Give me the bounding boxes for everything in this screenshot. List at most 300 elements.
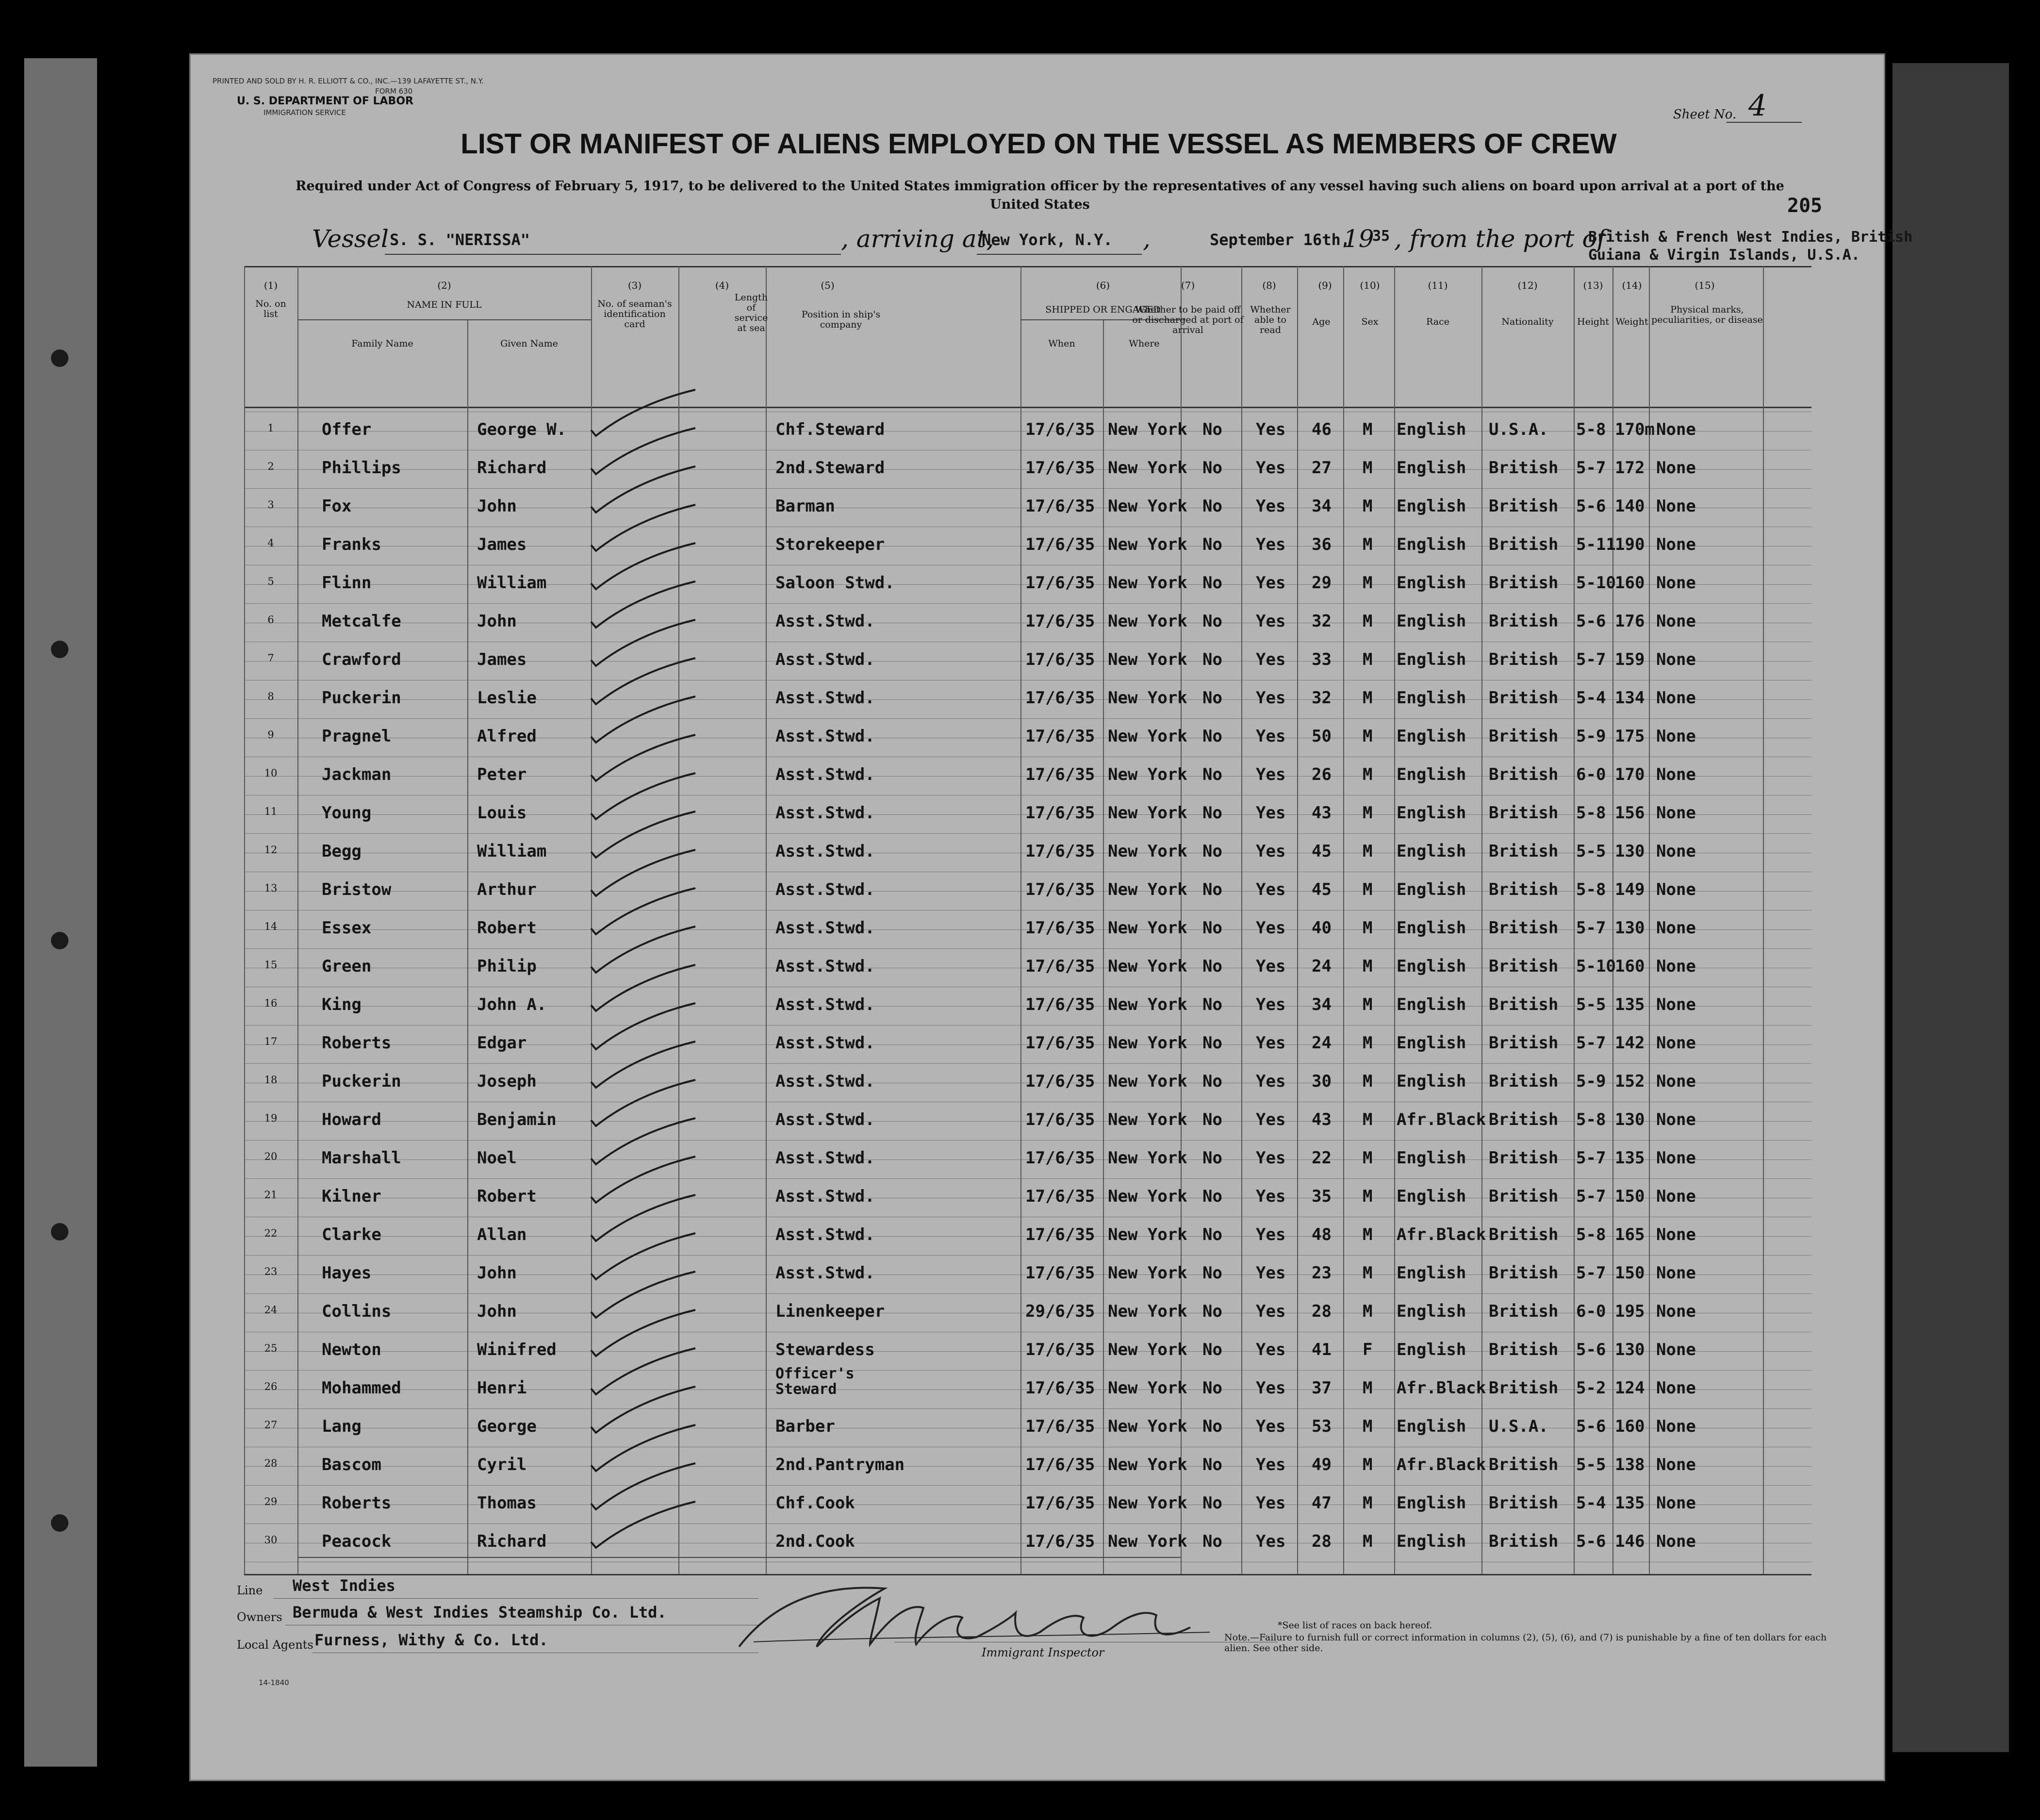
- cell-weight: 170: [1615, 765, 1645, 784]
- col-num-15: (15): [1695, 280, 1715, 291]
- cell-given: Arthur: [477, 880, 537, 899]
- cell-where: New York: [1108, 535, 1187, 554]
- cell-weight: 134: [1615, 688, 1645, 708]
- header-length-of-service: Length of service at sea: [734, 292, 768, 333]
- cell-where: New York: [1108, 1378, 1187, 1398]
- cell-where: New York: [1108, 1302, 1187, 1321]
- cell-marks: None: [1656, 1225, 1696, 1244]
- cell-paid-off: No: [1202, 1263, 1222, 1283]
- header-when: When: [1048, 338, 1075, 349]
- cell-height: 5-7: [1576, 1187, 1606, 1206]
- cell-paid-off: No: [1202, 1148, 1222, 1168]
- sheet-number-underline: [1727, 122, 1802, 123]
- cell-nationality: U.S.A.: [1489, 1417, 1548, 1436]
- header-shipped-engaged: SHIPPED OR ENGAGED: [1045, 304, 1161, 315]
- cell-age: 29: [1312, 573, 1332, 593]
- cell-family: Fox: [322, 496, 352, 516]
- cell-family: Phillips: [322, 458, 401, 478]
- cell-paid-off: No: [1202, 458, 1222, 478]
- cell-race: English: [1397, 1187, 1466, 1206]
- cell-age: 24: [1312, 957, 1332, 976]
- cell-where: New York: [1108, 995, 1187, 1014]
- cell-read: Yes: [1256, 1302, 1286, 1321]
- cell-given: Robert: [477, 1187, 537, 1206]
- cell-where: New York: [1108, 1532, 1187, 1551]
- cell-age: 34: [1312, 995, 1332, 1014]
- cell-age: 50: [1312, 727, 1332, 746]
- cell-paid-off: No: [1202, 880, 1222, 899]
- cell-sex: M: [1363, 765, 1373, 784]
- cell-nationality: British: [1489, 688, 1559, 708]
- cell-marks: None: [1656, 1532, 1696, 1551]
- cell-read: Yes: [1256, 727, 1286, 746]
- col-num-10: (10): [1360, 280, 1380, 291]
- cell-when: 17/6/35: [1025, 458, 1095, 478]
- cell-race: English: [1397, 1033, 1466, 1053]
- cell-paid-off: No: [1202, 1225, 1222, 1244]
- cell-given: George: [477, 1417, 537, 1436]
- cell-read: Yes: [1256, 573, 1286, 593]
- cell-height: 5-5: [1576, 842, 1606, 861]
- cell-when: 17/6/35: [1025, 1455, 1095, 1474]
- cell-where: New York: [1108, 1033, 1187, 1053]
- service-name: IMMIGRATION SERVICE: [263, 108, 346, 117]
- cell-marks: None: [1656, 458, 1696, 478]
- col-num-3: (3): [627, 280, 642, 291]
- owners-label: Owners: [237, 1610, 282, 1624]
- row-number: 18: [264, 1074, 278, 1086]
- cell-race: English: [1397, 727, 1466, 746]
- row-number: 21: [264, 1189, 278, 1201]
- cell-marks: None: [1656, 918, 1696, 938]
- cell-weight: 170m: [1615, 420, 1655, 439]
- cell-when: 17/6/35: [1025, 688, 1095, 708]
- vessel-label: Vessel: [312, 225, 389, 253]
- row-number: 1: [267, 422, 274, 434]
- cell-family: Roberts: [322, 1493, 392, 1513]
- cell-given: James: [477, 650, 527, 669]
- cell-paid-off: No: [1202, 1340, 1222, 1359]
- cell-when: 17/6/35: [1025, 1033, 1095, 1053]
- cell-race: English: [1397, 458, 1466, 478]
- nationality-tick-marks: [826, 300, 1777, 1586]
- cell-read: Yes: [1256, 1148, 1286, 1168]
- cell-paid-off: No: [1202, 727, 1222, 746]
- binding-hole: [51, 1514, 68, 1532]
- cell-when: 17/6/35: [1025, 918, 1095, 938]
- cell-read: Yes: [1256, 1417, 1286, 1436]
- cell-when: 17/6/35: [1025, 842, 1095, 861]
- cell-given: John: [477, 1302, 517, 1321]
- cell-race: English: [1397, 573, 1466, 593]
- cell-given: John: [477, 1263, 517, 1283]
- cell-height: 5-5: [1576, 1455, 1606, 1474]
- cell-when: 17/6/35: [1025, 496, 1095, 516]
- row-number: 26: [264, 1381, 278, 1392]
- cell-sex: M: [1363, 1455, 1373, 1474]
- cell-marks: None: [1656, 1417, 1696, 1436]
- cell-marks: None: [1656, 1072, 1696, 1091]
- cell-read: Yes: [1256, 1263, 1286, 1283]
- cell-position: Asst.Stwd.: [775, 1033, 875, 1053]
- cell-age: 45: [1312, 880, 1332, 899]
- cell-weight: 159: [1615, 650, 1645, 669]
- cell-height: 5-5: [1576, 995, 1606, 1014]
- cell-family: Roberts: [322, 1033, 392, 1053]
- cell-where: New York: [1108, 1340, 1187, 1359]
- cell-read: Yes: [1256, 1455, 1286, 1474]
- cell-race: English: [1397, 1417, 1466, 1436]
- cell-sex: M: [1363, 612, 1373, 631]
- penalty-note: Note.—Failure to furnish full or correct information in columns (2), (5), (6), and (7) is punishable by a fine of ten dollars for each alien. See other side.: [1224, 1632, 1827, 1654]
- cell-position: Asst.Stwd.: [775, 1263, 875, 1283]
- cell-sex: M: [1363, 1302, 1373, 1321]
- cell-marks: None: [1656, 995, 1696, 1014]
- arriving-underline: [977, 254, 1142, 255]
- cell-marks: None: [1656, 650, 1696, 669]
- cell-height: 5-6: [1576, 1340, 1606, 1359]
- cell-when: 17/6/35: [1025, 803, 1095, 823]
- cell-paid-off: No: [1202, 612, 1222, 631]
- cell-family: Bristow: [322, 880, 392, 899]
- cell-when: 17/6/35: [1025, 573, 1095, 593]
- col-num-12: (12): [1517, 280, 1538, 291]
- cell-race: English: [1397, 765, 1466, 784]
- col-num-7: (7): [1181, 280, 1195, 291]
- page-subtitle: Required under Act of Congress of February 5, 1917, to be delivered to the United States immigration officer by the representatives of any vessel having such aliens on board upon arrival at a port of the United States: [296, 179, 1784, 212]
- cell-family: Howard: [322, 1110, 381, 1129]
- cell-nationality: British: [1489, 1263, 1559, 1283]
- cell-race: English: [1397, 880, 1466, 899]
- cell-weight: 195: [1615, 1302, 1645, 1321]
- cell-weight: 150: [1615, 1187, 1645, 1206]
- cell-weight: 130: [1615, 1340, 1645, 1359]
- cell-position: Officer's Steward: [775, 1365, 855, 1398]
- cell-paid-off: No: [1202, 995, 1222, 1014]
- cell-race: English: [1397, 957, 1466, 976]
- cell-given: Richard: [477, 458, 547, 478]
- cell-sex: M: [1363, 1263, 1373, 1283]
- header-no-on-list: No. on list: [255, 298, 286, 319]
- cell-nationality: British: [1489, 535, 1559, 554]
- cell-where: New York: [1108, 420, 1187, 439]
- row-number: 16: [264, 997, 278, 1009]
- cell-age: 22: [1312, 1148, 1332, 1168]
- cell-read: Yes: [1256, 612, 1286, 631]
- cell-family: Franks: [322, 535, 381, 554]
- cell-read: Yes: [1256, 1340, 1286, 1359]
- cell-height: 5-6: [1576, 612, 1606, 631]
- cell-height: 5-4: [1576, 688, 1606, 708]
- row-number: 20: [264, 1151, 278, 1162]
- cell-given: Philip: [477, 957, 537, 976]
- header-given-name: Given Name: [500, 338, 558, 349]
- cell-marks: None: [1656, 1302, 1696, 1321]
- cell-weight: 175: [1615, 727, 1645, 746]
- cell-weight: 149: [1615, 880, 1645, 899]
- from-port-line1: British & French West Indies, British: [1588, 229, 1913, 246]
- cell-marks: None: [1656, 1033, 1696, 1053]
- cell-paid-off: No: [1202, 1033, 1222, 1053]
- cell-where: New York: [1108, 1187, 1187, 1206]
- cell-family: Clarke: [322, 1225, 381, 1244]
- cell-family: Lang: [322, 1417, 362, 1436]
- cell-nationality: British: [1489, 880, 1559, 899]
- cell-family: Peacock: [322, 1532, 392, 1551]
- cell-age: 28: [1312, 1532, 1332, 1551]
- cell-given: George W.: [477, 420, 567, 439]
- from-port-label: , from the port of: [1394, 225, 1606, 253]
- cell-height: 6-0: [1576, 1302, 1606, 1321]
- row-number: 4: [267, 537, 274, 549]
- cell-nationality: British: [1489, 1455, 1559, 1474]
- cell-age: 30: [1312, 1072, 1332, 1091]
- cell-family: Jackman: [322, 765, 392, 784]
- cell-age: 46: [1312, 420, 1332, 439]
- cell-weight: 152: [1615, 1072, 1645, 1091]
- cell-given: John A.: [477, 995, 547, 1014]
- cell-weight: 138: [1615, 1455, 1645, 1474]
- cell-height: 5-7: [1576, 1033, 1606, 1053]
- cell-position: Asst.Stwd.: [775, 918, 875, 938]
- cell-family: Bascom: [322, 1455, 381, 1474]
- col-num-5: (5): [821, 280, 835, 291]
- cell-marks: None: [1656, 765, 1696, 784]
- races-note: *See list of races on back hereof.: [1278, 1620, 1432, 1631]
- cell-where: New York: [1108, 765, 1187, 784]
- cell-given: Edgar: [477, 1033, 527, 1053]
- cell-read: Yes: [1256, 1532, 1286, 1551]
- cell-sex: M: [1363, 957, 1373, 976]
- row-number: 3: [267, 499, 274, 511]
- cell-sex: M: [1363, 535, 1373, 554]
- cell-age: 23: [1312, 1263, 1332, 1283]
- cell-age: 24: [1312, 1033, 1332, 1053]
- cell-paid-off: No: [1202, 1417, 1222, 1436]
- cell-read: Yes: [1256, 535, 1286, 554]
- cell-weight: 130: [1615, 918, 1645, 938]
- cell-given: Peter: [477, 765, 527, 784]
- cell-when: 17/6/35: [1025, 1263, 1095, 1283]
- id-card-check-mark: [581, 1499, 707, 1553]
- cell-sex: M: [1363, 1187, 1373, 1206]
- cell-position: Asst.Stwd.: [775, 1072, 875, 1091]
- cell-age: 28: [1312, 1302, 1332, 1321]
- cell-nationality: British: [1489, 1110, 1559, 1129]
- cell-paid-off: No: [1202, 1187, 1222, 1206]
- cell-read: Yes: [1256, 918, 1286, 938]
- cell-read: Yes: [1256, 1033, 1286, 1053]
- cell-height: 5-9: [1576, 727, 1606, 746]
- cell-sex: M: [1363, 1033, 1373, 1053]
- cell-weight: 156: [1615, 803, 1645, 823]
- cell-where: New York: [1108, 1225, 1187, 1244]
- cell-nationality: British: [1489, 1033, 1559, 1053]
- cell-sex: M: [1363, 1072, 1373, 1091]
- cell-height: 5-10: [1576, 573, 1616, 593]
- row-number: 24: [264, 1304, 278, 1316]
- column-rule: [766, 266, 767, 1574]
- cell-read: Yes: [1256, 880, 1286, 899]
- cell-nationality: U.S.A.: [1489, 420, 1548, 439]
- cell-marks: None: [1656, 1340, 1696, 1359]
- year-suffix: 35: [1372, 228, 1390, 245]
- cell-nationality: British: [1489, 765, 1559, 784]
- department-name: U. S. DEPARTMENT OF LABOR: [237, 95, 413, 107]
- cell-where: New York: [1108, 650, 1187, 669]
- cell-when: 17/6/35: [1025, 1148, 1095, 1168]
- cell-family: Mohammed: [322, 1378, 401, 1398]
- cell-where: New York: [1108, 1455, 1187, 1474]
- cell-race: Afr.Black: [1397, 1225, 1486, 1244]
- cell-marks: None: [1656, 496, 1696, 516]
- inspector-label: Immigrant Inspector: [982, 1646, 1104, 1659]
- cell-paid-off: No: [1202, 496, 1222, 516]
- header-family-name: Family Name: [351, 338, 413, 349]
- cell-nationality: British: [1489, 1493, 1559, 1513]
- cell-position: 2nd.Steward: [775, 458, 885, 478]
- cell-marks: None: [1656, 957, 1696, 976]
- cell-when: 29/6/35: [1025, 1302, 1095, 1321]
- col-num-11: (11): [1428, 280, 1448, 291]
- header-race: Race: [1426, 316, 1449, 327]
- cell-paid-off: No: [1202, 1455, 1222, 1474]
- cell-position: Storekeeper: [775, 535, 885, 554]
- row-number: 10: [264, 767, 278, 779]
- cell-where: New York: [1108, 688, 1187, 708]
- cell-marks: None: [1656, 688, 1696, 708]
- cell-age: 32: [1312, 612, 1332, 631]
- cell-position: Asst.Stwd.: [775, 1110, 875, 1129]
- cell-race: English: [1397, 803, 1466, 823]
- col-num-8: (8): [1262, 280, 1276, 291]
- cell-paid-off: No: [1202, 420, 1222, 439]
- cell-age: 26: [1312, 765, 1332, 784]
- row-number: 30: [264, 1534, 278, 1546]
- cell-position: Linenkeeper: [775, 1302, 885, 1321]
- cell-family: King: [322, 995, 362, 1014]
- row-number: 29: [264, 1496, 278, 1507]
- agents-value: Furness, Withy & Co. Ltd.: [314, 1631, 548, 1649]
- cell-family: Newton: [322, 1340, 381, 1359]
- cell-when: 17/6/35: [1025, 1378, 1095, 1398]
- cell-position: Saloon Stwd.: [775, 573, 895, 593]
- row-number: 8: [267, 691, 274, 702]
- cell-race: English: [1397, 1302, 1466, 1321]
- cell-position: Asst.Stwd.: [775, 765, 875, 784]
- header-physical-marks: Physical marks, peculiarities, or disease: [1651, 304, 1763, 325]
- cell-when: 17/6/35: [1025, 1417, 1095, 1436]
- cell-paid-off: No: [1202, 842, 1222, 861]
- cell-position: Chf.Steward: [775, 420, 885, 439]
- cell-given: Thomas: [477, 1493, 537, 1513]
- cell-nationality: British: [1489, 1340, 1559, 1359]
- cell-age: 41: [1312, 1340, 1332, 1359]
- cell-when: 17/6/35: [1025, 880, 1095, 899]
- cell-given: Noel: [477, 1148, 517, 1168]
- cell-nationality: British: [1489, 918, 1559, 938]
- row-number: 7: [267, 652, 274, 664]
- cell-sex: M: [1363, 880, 1373, 899]
- cell-position: Asst.Stwd.: [775, 650, 875, 669]
- cell-position: Asst.Stwd.: [775, 842, 875, 861]
- cell-height: 5-8: [1576, 1110, 1606, 1129]
- manifest-sheet: PRINTED AND SOLD BY H. R. ELLIOTT & CO., INC.—139 LAFAYETTE ST., N.Y. FORM 630 U. S. DEPARTMENT OF LABOR IMMIGRATION SERVICE Sheet No. 4 LIST OR MANIFEST OF ALIENS EMPLOYED ON THE VESSEL AS MEMBERS OF CREW Required under Act of Congress of February 5, 1917, to be delivered to the United States immigration officer by the representatives of any vessel having such aliens on board upon arrival at a port of the United States 205 Vessel S. S. "NERISSA" , arriving at, New York, N.Y. , September 16th, 19 35 , from the port of British & French West Indies, British Guiana & Virgin Islands, U.S.A. (1) (2) (3) (4) (5) (6) (7) (8) (9) (10) (11) (12) (13) (14) (15) No. on list NAME IN FULL Family Name Given Name No. of seaman's identification card Length of service at sea Position in ship's company SHIPPED OR ENGAGED When Where Whether to be paid off or discharged at port of arrival Whether able to read Age Sex Race Nationality Height Weight Physical marks, peculiarities, or disease 1 Offer George W. Chf.Steward 17/6/35 New York No Yes 46 M English U.S.A. 5-8 170m None 2 Phillips Richard 2nd.Steward 17/6/35 New York No Yes 27 M English British 5-7 172 None 3 Fox John Barman 17/6/35 New York No Yes 34 M English British 5-6 140 None 4 Franks James Storekeeper 17/6/35 New York No Yes 36 M English British 5-11 190 None 5 Flinn William Saloon Stwd. 17/6/35 New York No Yes 29 M English British 5-10 160 None 6 Metcalfe John Asst.Stwd. 17/6/35 New York No Yes 32 M English British 5-6 176 None 7 Crawford James Asst.Stwd. 17/6/35 New York No Yes 33 M English British 5-7 159 None 8 Puckerin Leslie Asst.Stwd. 17/6/35 New York No Yes 32 M English British 5-4 134 None 9 Pragnel Alfred Asst.Stwd. 17/6/35 New York No Yes 50 M English British 5-9 175 None 10 Jackman Peter Asst.Stwd. 17/6/35 New York No Yes 26 M English British 6-0 170 None 11 Young Louis Asst.Stwd. 17/6/35 New York No Yes 43 M English British 5-8 156 None 12 Begg William Asst.Stwd. 17/6/35 New York No Yes 45 M English British 5-5 130 None 13 Bristow Arthur Asst.Stwd. 17/6/35 New York No Yes 45 M English British 5-8 149 None 14 Essex Robert Asst.Stwd. 17/6/35 New York No Yes 40 M English British 5-7 130 None 15 Green Philip Asst.Stwd. 17/6/35 New York No Yes 24 M English British 5-10 160 None 16 King John A. Asst.Stwd. 17/6/35 New York No Yes 34 M English British 5-5 135 None 17 Roberts Edgar Asst.Stwd. 17/6/35 New York No Yes 24 M English British 5-7 142 None 18 Puckerin Joseph Asst.Stwd. 17/6/35 New York No Yes 30 M English British 5-9 152 None 19 Howard Benjamin Asst.Stwd. 17/6/35 New York No Yes 43 M Afr.Black British 5-8 130 None 20 Marshall Noel Asst.Stwd. 17/6/35 New York No Yes 22 M English British 5-7 135 None 21 Kilner Robert Asst.Stwd. 17/6/35 New York No Yes 35 M English British 5-7 150 None 22 Clarke Allan Asst.Stwd. 17/6/35 New York No Yes 48 M Afr.Black British 5-8 165 None 23 Hayes John Asst.Stwd. 17/6/35 New York No Yes 23 M English British 5-7 150 None 24 Collins John Linenkeeper 29/6/35 New York No Yes 28 M English British 6-0 195 None 25 Newton Winifred Stewardess 17/6/35 New York No Yes 41 F English British 5-6 130 None 26 Mohammed Henri Officer's Steward 17/6/35 New York No Yes 37 M Afr.Black British 5-2 124 None 27 Lang George Barber 17/6/35 New York No Yes 53 M English U.S.A. 5-6 160 None 28 Bascom Cyril 2nd.Pantryman 17/6/35 New York No Yes 49 M Afr.Black British 5-5 138 None 29 Roberts Thomas Chf.Cook 17/6/35 New York No Yes 47 M English British 5-4 135 None 30 Peacock Richard 2nd.Cook 17/6/35 New York No Yes 28 M English British 5-6 146 None Line West Indies Owners Bermuda & West Indies Steamship Co. Ltd. Local Agents Furness, Withy & Co. Ltd. 14-1840 Immigrant Inspector *See list of races on back hereof. Note.—Failure to furnish full or correct information in columns (2), (5), (6), and (7) is punishable by a fine of ten dollars for each alien. See other side.: [189, 53, 1885, 1781]
- year-prefix: 19: [1343, 225, 1374, 253]
- col-num-1: (1): [263, 280, 278, 291]
- form-code: 14-1840: [259, 1678, 289, 1687]
- cell-height: 5-8: [1576, 420, 1606, 439]
- cell-height: 5-8: [1576, 803, 1606, 823]
- col-num-9: (9): [1318, 280, 1332, 291]
- cell-height: 5-6: [1576, 1532, 1606, 1551]
- cell-when: 17/6/35: [1025, 650, 1095, 669]
- row-number: 6: [267, 614, 274, 626]
- cell-given: John: [477, 496, 517, 516]
- cell-race: English: [1397, 420, 1466, 439]
- cell-sex: M: [1363, 650, 1373, 669]
- cell-when: 17/6/35: [1025, 1493, 1095, 1513]
- cell-read: Yes: [1256, 1493, 1286, 1513]
- cell-weight: 140: [1615, 496, 1645, 516]
- cell-weight: 146: [1615, 1532, 1645, 1551]
- cell-weight: 142: [1615, 1033, 1645, 1053]
- cell-where: New York: [1108, 1072, 1187, 1091]
- header-name-in-full: NAME IN FULL: [407, 299, 482, 310]
- cell-read: Yes: [1256, 803, 1286, 823]
- cell-age: 49: [1312, 1455, 1332, 1474]
- row-number: 14: [264, 921, 278, 932]
- cell-position: Asst.Stwd.: [775, 880, 875, 899]
- cell-height: 5-7: [1576, 458, 1606, 478]
- cell-race: English: [1397, 1532, 1466, 1551]
- cell-family: Pragnel: [322, 727, 392, 746]
- header-id-card: No. of seaman's identification card: [597, 298, 672, 330]
- column-rule: [244, 266, 245, 1574]
- cell-age: 37: [1312, 1378, 1332, 1398]
- cell-height: 5-8: [1576, 1225, 1606, 1244]
- cell-sex: M: [1363, 842, 1373, 861]
- cell-marks: None: [1656, 1455, 1696, 1474]
- cell-height: 5-6: [1576, 496, 1606, 516]
- cell-when: 17/6/35: [1025, 1072, 1095, 1091]
- cell-height: 6-0: [1576, 765, 1606, 784]
- cell-height: 5-11: [1576, 535, 1616, 554]
- cell-age: 47: [1312, 1493, 1332, 1513]
- cell-age: 35: [1312, 1187, 1332, 1206]
- vessel-name: S. S. "NERISSA": [390, 231, 530, 249]
- header-able-to-read: Whether able to read: [1250, 304, 1291, 335]
- cell-given: William: [477, 842, 547, 861]
- cell-read: Yes: [1256, 765, 1286, 784]
- cell-height: 5-8: [1576, 880, 1606, 899]
- cell-race: English: [1397, 995, 1466, 1014]
- cell-given: Joseph: [477, 1072, 537, 1091]
- cell-age: 45: [1312, 842, 1332, 861]
- cell-weight: 130: [1615, 1110, 1645, 1129]
- cell-where: New York: [1108, 1493, 1187, 1513]
- cell-family: Young: [322, 803, 372, 823]
- cell-when: 17/6/35: [1025, 535, 1095, 554]
- cell-position: Barman: [775, 496, 835, 516]
- cell-weight: 160: [1615, 573, 1645, 593]
- cell-sex: M: [1363, 496, 1373, 516]
- header-position: Position in ship's company: [801, 309, 881, 330]
- cell-sex: M: [1363, 420, 1373, 439]
- cell-when: 17/6/35: [1025, 420, 1095, 439]
- header-paid-off: Whether to be paid off or discharged at port of arrival: [1132, 304, 1244, 335]
- cell-marks: None: [1656, 1110, 1696, 1129]
